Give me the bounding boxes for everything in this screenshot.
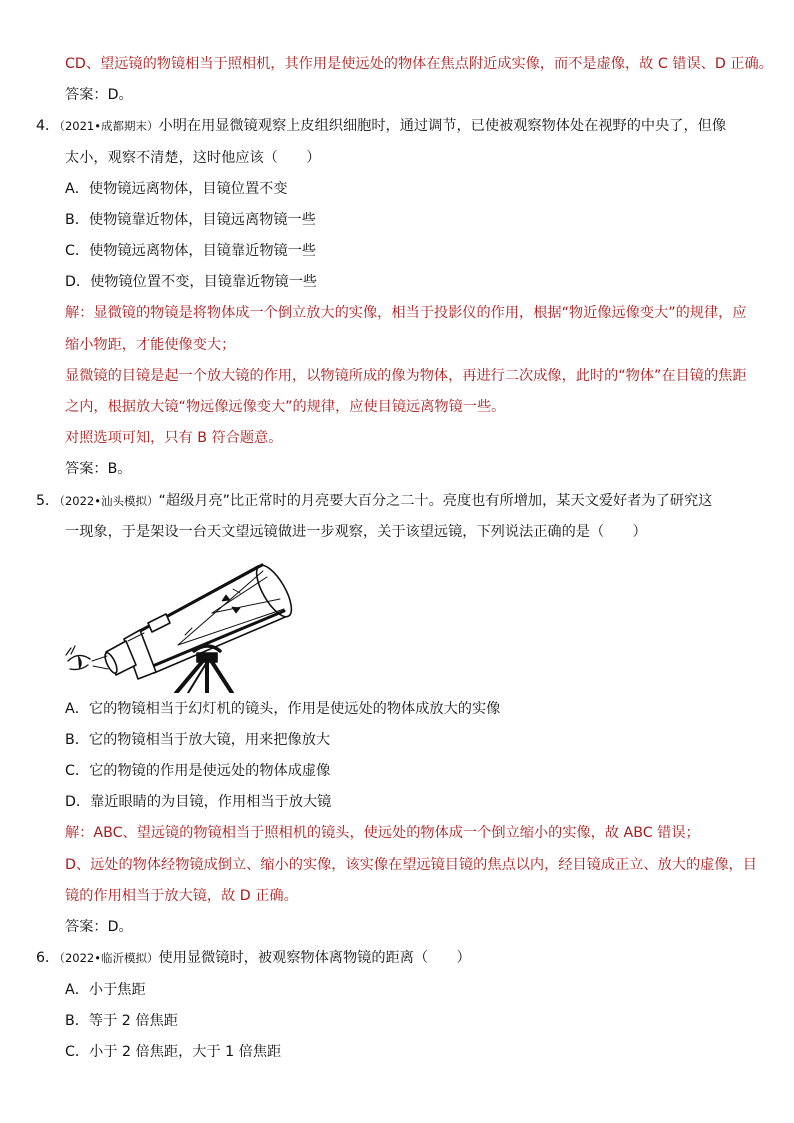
- question-5-stem-line1: [36, 491, 712, 511]
- question-4-option-b: B．使物镜靠近物体，目镜远离物镜一些: [65, 212, 316, 228]
- question-4-solution-line3: 显微镜的目镜是起一个放大镜的作用，以物镜所成的像为物体，再进行二次成像，此时的“物体”在目镜的焦距: [65, 368, 747, 384]
- question-6-source: （2022•临沂模拟）: [59, 951, 159, 965]
- question-5-stem-text: “超级月亮”比正常时的月亮要大百分之二十。亮度也有所增加，某天文爱好者为了研究这: [158, 493, 713, 509]
- question-5-option-c: C．它的物镜的作用是使远处的物体成虚像: [65, 763, 331, 779]
- question-6-stem: [36, 948, 471, 968]
- question-5-option-d: D．靠近眼睛的为目镜，作用相当于放大镜: [65, 794, 332, 810]
- question-6-stem-text: 使用显微镜时，被观察物体离物镜的距离（ ）: [158, 950, 471, 966]
- question-4-solution-line1: 解：显微镜的物镜是将物体成一个倒立放大的实像，相当于投影仪的作用，根据“物近像远像变大”的规律，应: [65, 305, 747, 321]
- question-6-option-c: C．小于 2 倍焦距，大于 1 倍焦距: [65, 1044, 282, 1060]
- question-5-answer: 答案：D。: [65, 919, 133, 935]
- question-4-option-a: A．使物镜远离物体，目镜位置不变: [65, 181, 288, 197]
- question-5-stem-line2: 一现象，于是架设一台天文望远镜做进一步观察，关于该望远镜，下列说法正确的是（ ）: [65, 524, 647, 540]
- question-4-stem-text: 小明在用显微镜观察上皮组织细胞时，通过调节，已使被观察物体处在视野的中央了，但像: [158, 118, 727, 134]
- question-4-stem-line2: 太小，观察不清楚，这时他应该（ ）: [65, 150, 321, 166]
- question-5-solution-line3: 镜的作用相当于放大镜，故 D 正确。: [65, 888, 298, 904]
- question-5-solution-line1: 解：ABC、望远镜的物镜相当于照相机的镜头，使远处的物体成一个倒立缩小的实像，故 ABC 错误；: [65, 825, 700, 841]
- question-6-option-a: A．小于焦距: [65, 982, 146, 998]
- question-4-stem-line1: [36, 116, 726, 136]
- prev-solution-line: CD、望远镜的物镜相当于照相机，其作用是使远处的物体在焦点附近成实像，而不是虚像，故 C 错误、D 正确。: [65, 56, 773, 72]
- question-4-compare: 对照选项可知，只有 B 符合题意。: [65, 430, 283, 446]
- question-6-option-b: B．等于 2 倍焦距: [65, 1013, 178, 1029]
- question-4-number: 4．: [36, 118, 60, 134]
- question-4-answer: 答案：B。: [65, 461, 132, 477]
- question-4-solution-line4: 之内，根据放大镜“物远像远像变大”的规律，应使目镜远离物镜一些。: [65, 399, 506, 415]
- question-5-option-b: B．它的物镜相当于放大镜，用来把像放大: [65, 732, 331, 748]
- question-5-option-a: A．它的物镜相当于幻灯机的镜头，作用是使远处的物体成放大的实像: [65, 701, 501, 717]
- question-6-number: 6．: [36, 950, 60, 966]
- question-4-source: （2021•成都期末）: [59, 119, 159, 133]
- question-5-solution-line2: D、远处的物体经物镜成倒立、缩小的实像，该实像在望远镜目镜的焦点以内，经目镜成正立、放大的虚像，目: [65, 857, 757, 873]
- prev-answer: 答案：D。: [65, 87, 133, 103]
- telescope-illustration-icon: [62, 553, 312, 693]
- question-5-source: （2022•汕头模拟）: [59, 494, 159, 508]
- question-4-solution-line2: 缩小物距，才能使像变大；: [65, 337, 236, 353]
- question-4-option-d: D．使物镜位置不变，目镜靠近物镜一些: [65, 274, 318, 290]
- question-5-number: 5．: [36, 493, 60, 509]
- question-4-option-c: C．使物镜远离物体，目镜靠近物镜一些: [65, 243, 317, 259]
